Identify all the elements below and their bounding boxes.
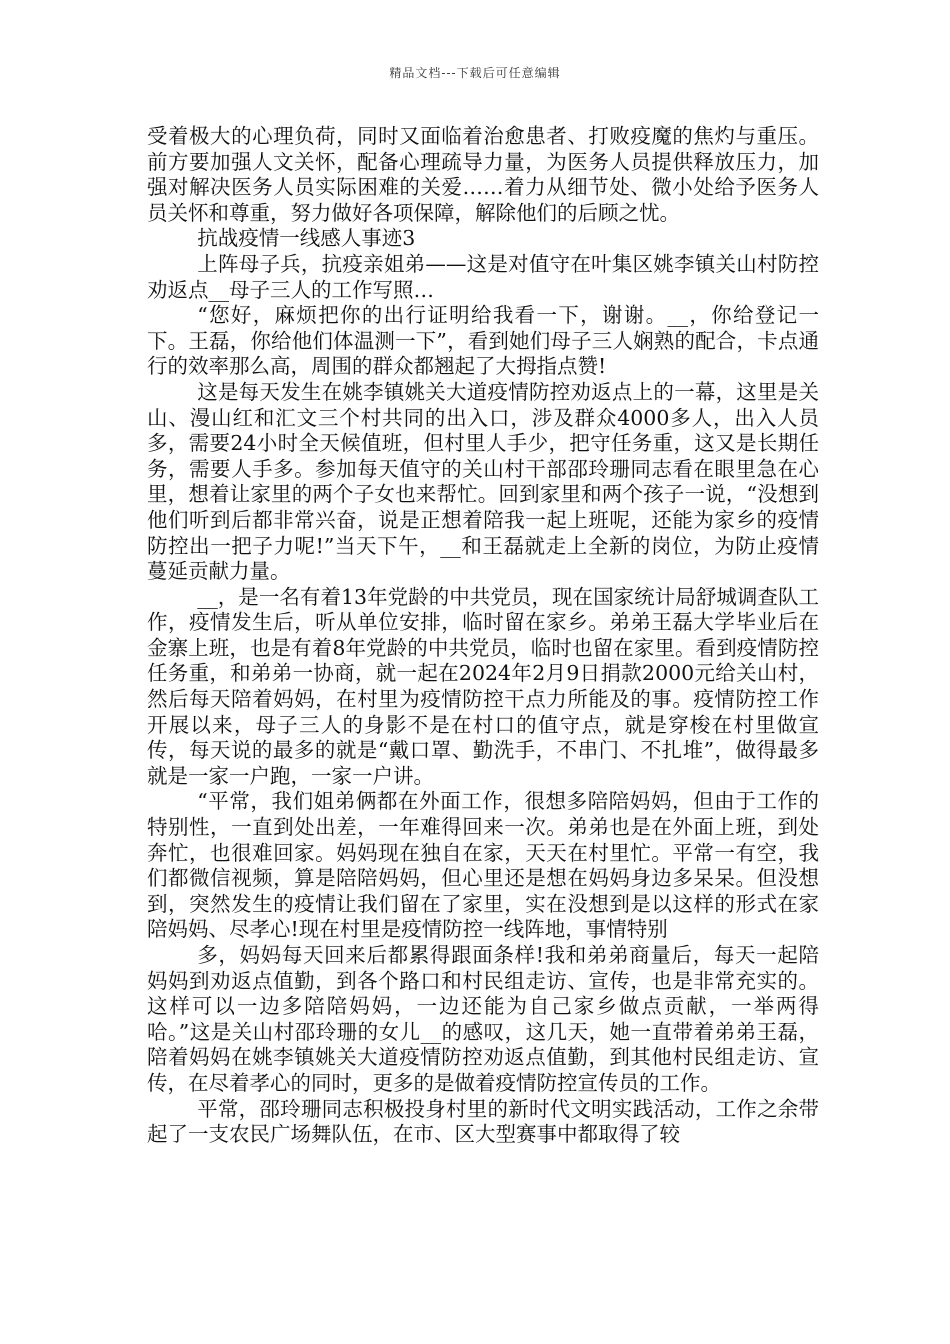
- page-header: 精品文档---下载后可任意编辑: [389, 66, 561, 80]
- paragraph-continuation: 受着极大的心理负荷，同时又面临着治愈患者、打败疫魔的焦灼与重压。前方要加强人文关怀，配备心理疏导力量，为医务人员提供释放压力，加强对解决医务人员实际困难的关爱……着力从细节处、微小处给予医务人员关怀和尊重，努力做好各项保障，解除他们的后顾之忧。: [147, 124, 819, 225]
- paragraph: 上阵母子兵，抗疫亲姐弟——这是对值守在叶集区姚李镇关山村防控劝返点__母子三人的工作写照…: [147, 251, 819, 302]
- paragraph: __，是一名有着13年党龄的中共党员，现在国家统计局舒城调查队工作，疫情发生后，听从单位安排，临时留在家乡。弟弟王磊大学毕业后在金寨上班，也是有着8年党龄的中共党员，临时也留在家里。看到疫情防控任务重，和弟弟一协商，就一起在2024年2月9日捐款2000元给关山村，然后每天陪着妈妈，在村里为疫情防控干点力所能及的事。疫情防控工作开展以来，母子三人的身影不是在村口的值守点，就是穿梭在村里做宣传，每天说的最多的就是“戴口罩、勤洗手，不串门、不扎堆”，做得最多就是一家一户跑，一家一户讲。: [147, 584, 819, 788]
- document-body: [147, 124, 819, 1148]
- paragraph: 平常，邵玲珊同志积极投身村里的新时代文明实践活动，工作之余带起了一支农民广场舞队伍，在市、区大型赛事中都取得了较: [147, 1096, 819, 1147]
- paragraph: “平常，我们姐弟俩都在外面工作，很想多陪陪妈妈，但由于工作的特别性，一直到处出差，一年难得回来一次。弟弟也是在外面上班，到处奔忙，也很难回家。妈妈现在独自在家，天天在村里忙。平常一有空，我们都微信视频，算是陪陪妈妈，但心里还是想在妈妈身边多呆呆。但没想到，突然发生的疫情让我们留在了家里，实在没想到是以这样的形式在家陪妈妈、尽孝心!现在村里是疫情防控一线阵地，事情特别: [147, 789, 819, 942]
- paragraph: 多，妈妈每天回来后都累得跟面条样!我和弟弟商量后，每天一起陪妈妈到劝返点值勤，到各个路口和村民组走访、宣传，也是非常充实的。这样可以一边多陪陪妈妈，一边还能为自己家乡做点贡献，一举两得哈。”这是关山村邵玲珊的女儿__的感叹，这几天，她一直带着弟弟王磊，陪着妈妈在姚李镇姚关大道疫情防控劝返点值勤，到其他村民组走访、宣传，在尽着孝心的同时，更多的是做着疫情防控宣传员的工作。: [147, 943, 819, 1095]
- paragraph: “您好，麻烦把你的出行证明给我看一下，谢谢。__，你给登记一下。王磊，你给他们体温测一下”，看到她们母子三人娴熟的配合，卡点通行的效率那么高，周围的群众都翘起了大拇指点赞!: [147, 303, 819, 379]
- paragraph: 这是每天发生在姚李镇姚关大道疫情防控劝返点上的一幕，这里是关山、漫山红和汇文三个村共同的出入口，涉及群众4000多人，出入人员多，需要24小时全天候值班，但村里人手少，把守任务重，这又是长期任务，需要人手多。参加每天值守的关山村干部邵玲珊同志看在眼里急在心里，想着让家里的两个子女也来帮忙。回到家里和两个孩子一说，“没想到他们听到后都非常兴奋，说是正想着陪我一起上班呢，还能为家乡的疫情防控出一把子力呢!”当天下午，__和王磊就走上全新的岗位，为防止疫情蔓延贡献力量。: [147, 379, 819, 584]
- section-heading: 抗战疫情一线感人事迹3: [197, 226, 416, 251]
